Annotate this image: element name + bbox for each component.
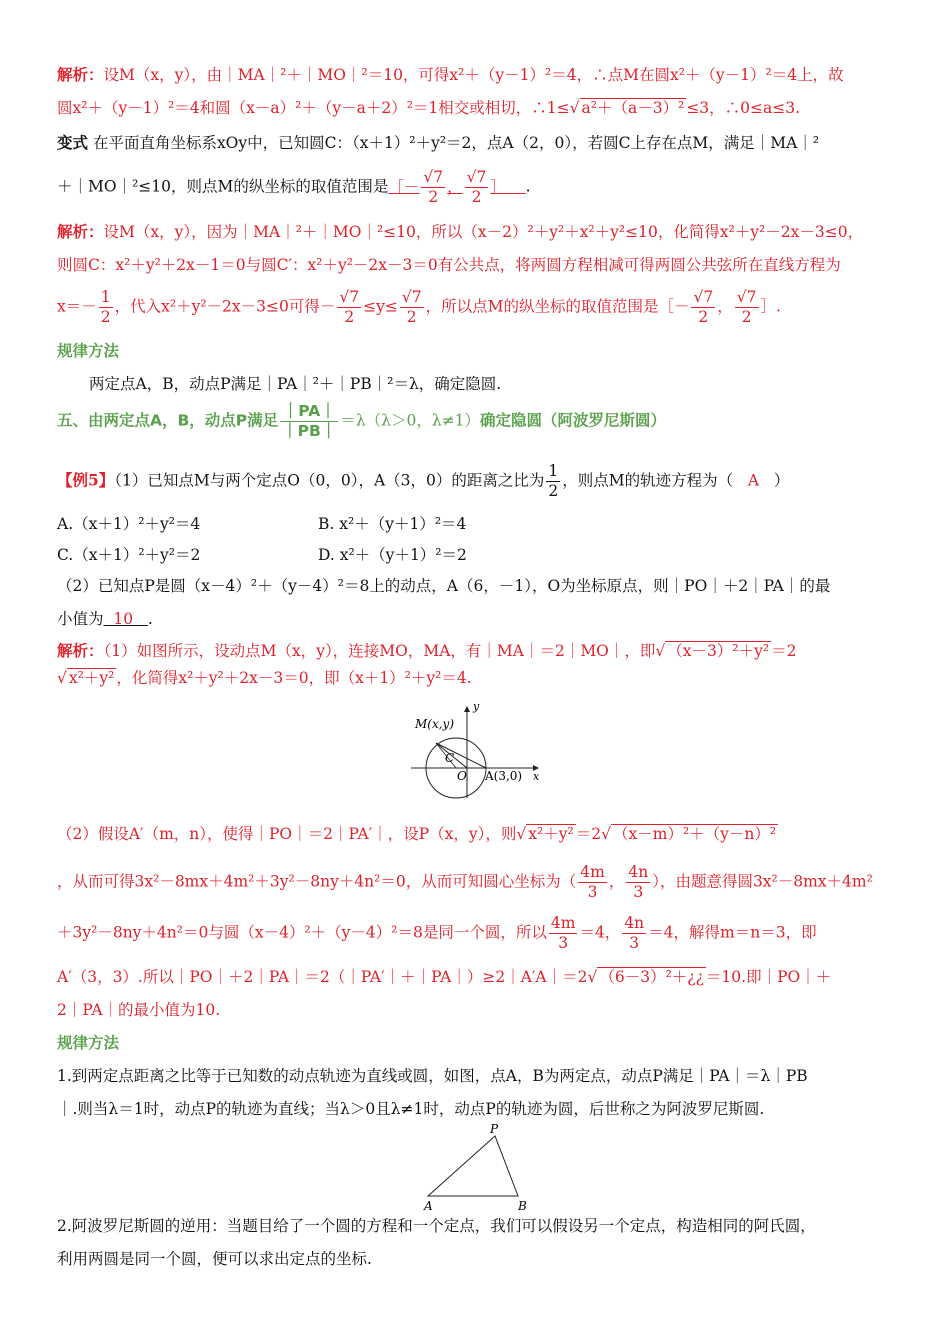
radicand: （x－m）²＋（y－n）²: [613, 825, 777, 843]
numerator: √7: [466, 168, 487, 186]
fraction: [99, 288, 113, 327]
numerator: 4n: [628, 863, 649, 881]
variant-label: 变式: [57, 133, 89, 152]
answer-choice: A: [747, 471, 760, 490]
text: （1）如图所示，设动点M（x，y），连接MO，MA，有｜MA｜＝2｜MO｜，即: [103, 642, 656, 660]
paren-close: ）: [773, 471, 790, 490]
answer-value: 10: [113, 610, 134, 628]
fraction: [465, 168, 489, 207]
text: ＝2: [575, 825, 602, 843]
fraction: [626, 863, 650, 902]
fraction: [337, 288, 361, 327]
sqrt-icon: √: [587, 968, 598, 986]
option-b: B. x²＋（y＋1）²＝4: [318, 515, 467, 533]
denominator: 2: [548, 482, 559, 500]
variant-line-2: ＋｜MO｜²≤10，则点M的纵坐标的取值范围是: [57, 177, 389, 196]
text: ≤y≤: [363, 297, 398, 316]
text: ，从而可得3x²－8mx＋4m²＋3y²－8ny＋4n²＝0，从而可知圆心坐标为（: [57, 872, 577, 891]
sqrt-icon: √: [516, 825, 527, 843]
solution-label: 解析：: [57, 641, 104, 660]
numerator: √7: [736, 288, 757, 306]
option-d: D. x²＋（y＋1）²＝2: [318, 546, 467, 564]
text: ＝10.即｜PO｜＋: [705, 968, 832, 986]
text: ］.: [760, 297, 781, 316]
fraction: [691, 288, 715, 327]
fraction: [400, 288, 424, 327]
solution-1-line-2a: 圆x²＋（y－1）²＝4和圆（x－a）²＋（y－a＋2）²＝1相交或相切，∴1≤: [57, 99, 570, 117]
text: ＋3y²－8ny＋4n²＝0与圆（x－4）²＋（y－4）²＝8是同一个圆，所以: [57, 923, 547, 942]
denominator: 2: [698, 308, 709, 326]
question-1b: ，则点M的轨迹方程为（: [562, 471, 734, 490]
circle-figure: [405, 698, 555, 802]
option-a: A.（x＋1）²＋y²＝4: [57, 515, 201, 533]
sqrt-icon: √: [601, 825, 611, 843]
solution-1-line-2b: ≤3，∴0≤a≤3.: [686, 99, 801, 117]
numerator: 1: [100, 288, 111, 306]
text: ＝2: [771, 642, 797, 660]
denominator: 2: [344, 308, 355, 326]
denominator: 3: [558, 934, 569, 952]
method-para-1a: 1.到两定点距离之比等于已知数的动点轨迹为直线或圆，如图，点A，B为两定点，动点P满足｜PA｜＝λ｜PB: [57, 1067, 808, 1085]
fraction: [280, 402, 338, 441]
denominator: 3: [629, 934, 640, 952]
text: ，化简得x²＋y²＋2x－3＝0，即（x＋1）²＋y²＝4.: [116, 669, 472, 687]
text: ），由题意得圆3x²－8mx＋4m²: [652, 872, 873, 891]
denominator: 3: [633, 883, 644, 901]
radicand: x²＋y²: [528, 825, 574, 843]
denominator: 2: [741, 308, 752, 326]
fraction: [735, 288, 759, 327]
label-y: y: [473, 700, 480, 713]
numerator: 1: [548, 462, 559, 480]
radicand: （x－3）²＋y²: [667, 642, 770, 660]
text: ＝4，解得m＝n＝3，即: [648, 923, 817, 942]
answer-close: ］: [490, 177, 506, 196]
period: .: [525, 177, 531, 196]
radicand: a²＋（a－3）²: [581, 99, 685, 117]
variant-answer: [388, 168, 525, 206]
denominator: 3: [587, 883, 598, 901]
label-p: P: [490, 1122, 499, 1136]
sqrt-icon: √: [57, 669, 67, 687]
answer-open: ［－: [388, 177, 420, 196]
label-b: B: [518, 1199, 527, 1212]
numerator: 4m: [550, 914, 576, 932]
fraction: [546, 462, 560, 501]
question-2: [57, 570, 893, 636]
numerator: √7: [423, 168, 444, 186]
fraction: [578, 863, 607, 902]
answer-comma: ，: [447, 177, 463, 196]
text: x＝－: [57, 297, 97, 316]
sqrt-icon: √: [655, 642, 666, 660]
solution-4: [57, 818, 893, 1027]
solution-2: [57, 215, 893, 327]
denominator: 2: [471, 188, 482, 206]
method-para-2b: 利用两圆是同一个圆，便可以求出定点的坐标.: [57, 1250, 372, 1268]
solution-1: [57, 58, 893, 125]
text: ，: [717, 297, 733, 316]
text: ，代入x²＋y²－2x－3≤0可得－: [114, 297, 336, 316]
denominator: ｜PB｜: [282, 422, 337, 440]
radicand: x²＋y²: [68, 669, 115, 687]
heading-text: 五、由两定点A，B，动点P满足: [57, 411, 279, 430]
fraction: [421, 168, 445, 207]
heading-condition: ＝λ（λ＞0，λ≠1）: [340, 411, 481, 430]
fraction: [622, 914, 646, 953]
method-1: [57, 335, 893, 401]
sqrt-icon: √: [569, 99, 580, 117]
variant-line-1: 在平面直角坐标系xOy中，已知圆C：（x＋1）²＋y²＝2，点A（2，0），若圆C上存在点M，满足｜MA｜²: [88, 134, 820, 152]
label-o: O: [457, 769, 467, 783]
text: A′（3，3）.所以｜PO｜＋2｜PA｜＝2（｜PA′｜＋｜PA｜）≥2｜A′A｜＝2: [57, 968, 588, 986]
numerator: 4m: [580, 863, 605, 881]
text: ＝4，: [579, 923, 621, 942]
question-2-line-1: （2）已知点P是圆（x－4）²＋（y－4）²＝8上的动点，A（6，－1），O为坐标原点，则｜PO｜＋2｜PA｜的最: [57, 577, 831, 595]
variant-problem: [57, 126, 893, 207]
solution-3: [57, 634, 893, 695]
radicand: （6－3）²＋¿¿: [599, 968, 704, 986]
numerator: ｜PA｜: [280, 402, 338, 422]
heading-text-end: 确定隐圆（阿波罗尼斯圆）: [480, 411, 667, 430]
option-c: C.（x＋1）²＋y²＝2: [57, 546, 201, 564]
method-para-2: [57, 1210, 893, 1276]
denominator: 2: [406, 308, 417, 326]
solution-1-line-1: 设M（x，y），由｜MA｜²＋｜MO｜²＝10，可得x²＋（y－1）²＝4，∴点M在圆x²＋（y－1）²＝4上，故: [103, 66, 844, 84]
numerator: √7: [339, 288, 360, 306]
fraction: [549, 914, 578, 953]
method-para-1b: ｜.则当λ＝1时，动点P的轨迹为直线；当λ＞0且λ≠1时，动点P的轨迹为圆，后世称之为阿波罗尼斯圆.: [57, 1100, 765, 1118]
denominator: 2: [100, 308, 111, 326]
label-c: C: [445, 751, 455, 765]
triangle-figure: [420, 1122, 532, 1212]
solution-label: 解析：: [57, 222, 104, 241]
label-x: x: [533, 770, 540, 783]
question-2-line-2: 小值为: [57, 610, 104, 628]
numerator: √7: [401, 288, 422, 306]
answer-blank: [104, 610, 148, 628]
period: .: [147, 610, 153, 628]
denominator: 2: [428, 188, 439, 206]
triangle-pab: [428, 1136, 518, 1196]
text: 2｜PA｜的最小值为10.: [57, 1001, 221, 1019]
label-a: A: [424, 1199, 433, 1212]
method-title: 规律方法: [57, 342, 120, 360]
method-text: 两定点A，B，动点P满足｜PA｜²＋｜PB｜²＝λ，确定隐圆.: [89, 375, 502, 393]
text: ，所以点M的纵坐标的取值范围是［－: [425, 297, 690, 316]
text: ，: [608, 872, 625, 891]
method-para-2a: 2.阿波罗尼斯圆的逆用：当题目给了一个圆的方程和一个定点，我们可以假设另一个定点，构造相同的阿氏圆，: [57, 1217, 816, 1235]
segment-ma: [436, 743, 486, 768]
solution-label: 解析：: [57, 65, 104, 84]
label-a: A(3,0): [485, 769, 523, 783]
example-tag: 【例5】: [57, 470, 115, 490]
method-title: 规律方法: [57, 1034, 120, 1052]
solution-2-line-2: 则圆C：x²＋y²＋2x－1＝0与圆C′：x²＋y²－2x－3＝0有公共点，将两圆方程相减可得两圆公共弦所在直线方程为: [57, 256, 841, 274]
question-1: （1）已知点M与两个定点O（0，0），A（3，0）的距离之比为: [114, 471, 545, 490]
numerator: 4n: [624, 914, 645, 932]
section-heading-5: [57, 402, 893, 441]
method-2: [57, 1027, 893, 1126]
numerator: √7: [693, 288, 714, 306]
y-arrow-icon: [464, 706, 470, 712]
text: （2）假设A′（m，n），使得｜PO｜＝2｜PA′｜，设P（x，y），则: [57, 825, 517, 843]
label-m: M(x,y): [415, 717, 455, 731]
solution-2-line-1: 设M（x，y），因为｜MA｜²＋｜MO｜²≤10，所以（x－2）²＋y²＋x²＋y²≤10，化简得x²＋y²－2x－3≤0，: [103, 223, 864, 241]
example-5: [57, 462, 893, 501]
